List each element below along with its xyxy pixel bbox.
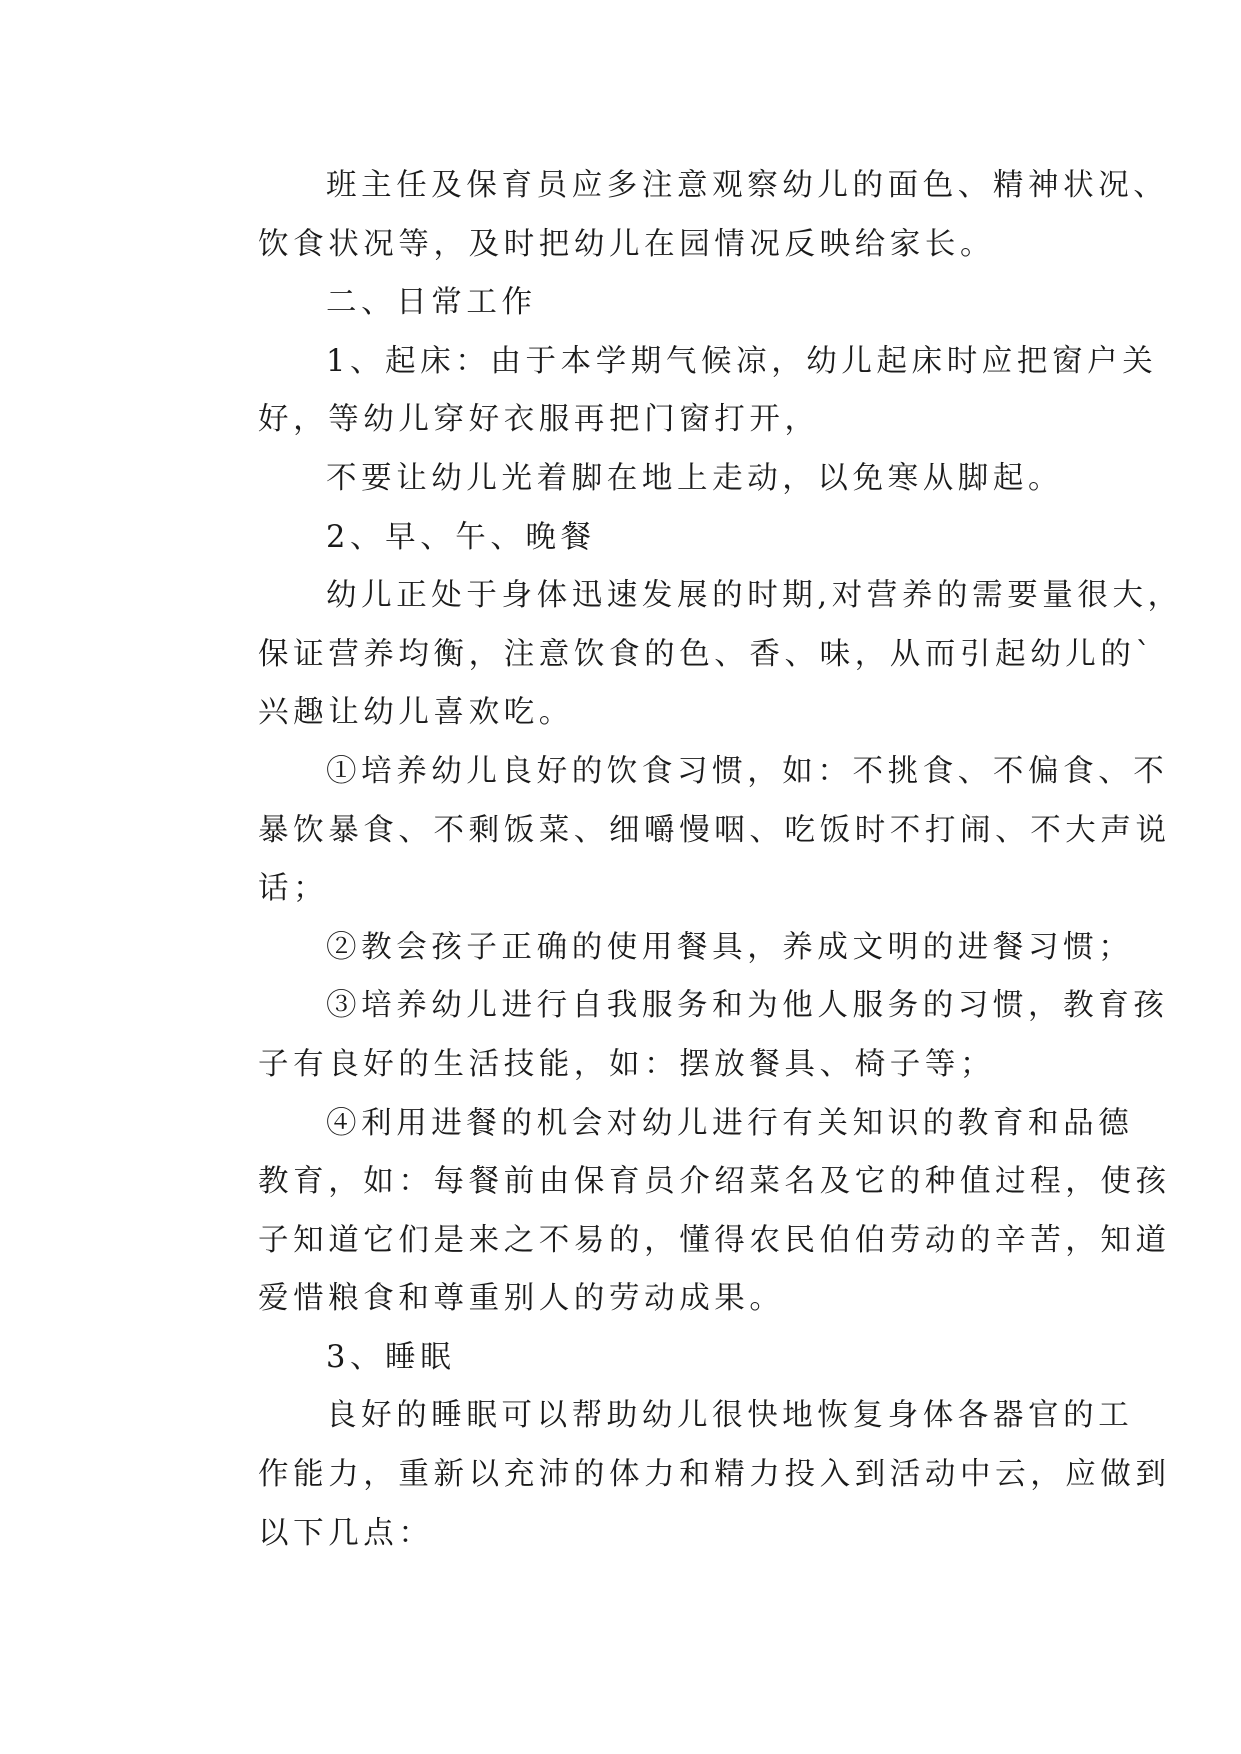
section-heading-daily-work	[190, 274, 1056, 333]
text-line: ①培养幼儿良好的饮食习惯，如：不挑食、不偏食、不	[326, 753, 1169, 789]
text-line: 兴趣让幼儿喜欢吃。	[258, 695, 574, 731]
text-line: 不要让幼儿光着脚在地上走动，以免寒从脚起。	[326, 460, 1064, 496]
text-line: 良好的睡眠可以帮助幼儿很快地恢复身体各器官的工	[326, 1398, 1134, 1434]
document-body	[190, 157, 1183, 1563]
text-line: 教育，如：每餐前由保育员介绍菜名及它的种值过程，使孩	[258, 1164, 1171, 1200]
text-line: 1、起床：由于本学期气候凉，幼儿起床时应把窗户关	[326, 343, 1158, 379]
text-line: 班主任及保育员应多注意观察幼儿的面色、精神状况、	[326, 168, 1169, 203]
list-item-self-service	[190, 977, 1169, 1094]
text-line: ③培养幼儿进行自我服务和为他人服务的习惯，教育孩	[326, 988, 1169, 1024]
text-line: 以下几点：	[258, 1515, 434, 1551]
list-item-moral-education	[190, 1095, 1171, 1329]
subheading-sleep	[190, 1329, 1056, 1388]
list-item-eating-habits	[190, 743, 1171, 919]
text-line: 保证营养均衡，注意饮食的色、香、味，从而引起幼儿的`	[258, 636, 1156, 672]
list-item-tableware	[190, 919, 1134, 978]
paragraph-sleep	[190, 1387, 1171, 1563]
paragraph-nutrition	[190, 567, 1183, 743]
heading-line: 二、日常工作	[326, 285, 537, 321]
text-line: 作能力，重新以充沛的体力和精力投入到活动中云，应做到	[258, 1457, 1171, 1493]
text-line: 饮食状况等，及时把幼儿在园情况反映给家长。	[258, 226, 996, 262]
paragraph-observation	[190, 157, 1169, 274]
text-line: ④利用进餐的机会对幼儿进行有关知识的教育和品德	[326, 1105, 1134, 1141]
text-line: ②教会孩子正确的使用餐具，养成文明的进餐习惯；	[326, 929, 1134, 965]
text-line: 子知道它们是来之不易的，懂得农民伯伯劳动的辛苦，知道	[258, 1222, 1171, 1258]
heading-line: 2、早、午、晚餐	[326, 519, 596, 555]
heading-line: 3、睡眠	[326, 1339, 456, 1375]
subheading-meals	[190, 509, 1056, 568]
text-line: 爱惜粮食和尊重别人的劳动成果。	[258, 1281, 785, 1317]
paragraph-waking-up	[190, 333, 1158, 450]
text-line: 好，等幼儿穿好衣服再把门窗打开，	[258, 402, 820, 438]
text-line: 幼儿正处于身体迅速发展的时期,对营养的需要量很大，	[326, 578, 1183, 614]
paragraph-barefoot	[190, 450, 1064, 509]
text-line: 话；	[258, 871, 329, 907]
text-line: 暴饮暴食、不剩饭菜、细嚼慢咽、吃饭时不打闹、不大声说	[258, 812, 1171, 848]
text-line: 子有良好的生活技能，如：摆放餐具、椅子等；	[258, 1046, 996, 1082]
